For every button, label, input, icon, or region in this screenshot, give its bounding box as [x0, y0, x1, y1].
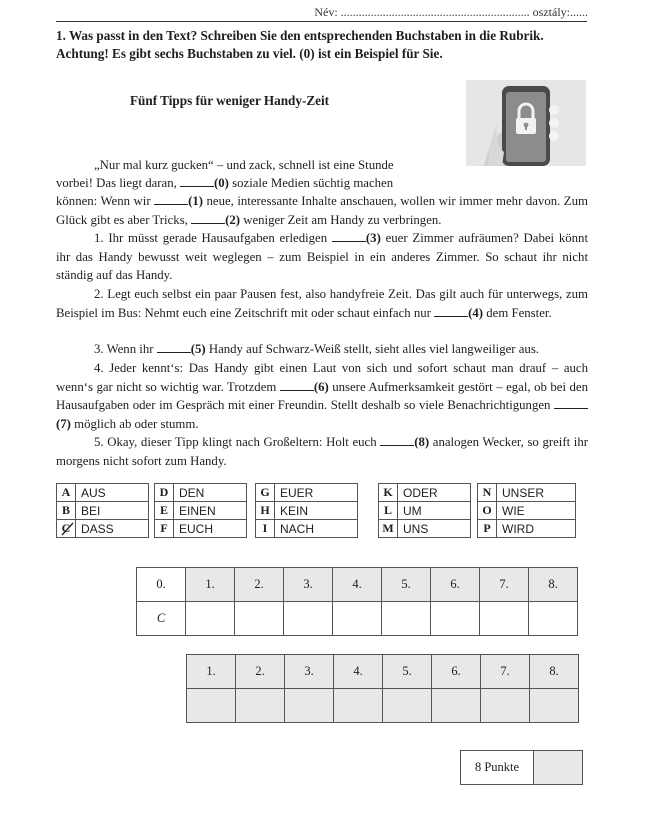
option-word: EINEN — [174, 502, 247, 520]
answer-header: 6. — [432, 655, 481, 689]
task-instructions: 1. Was passt in den Text? Schreiben Sie den entsprechenden Buchstaben in die Rubrik. Achtung! Es gibt sechs Buchstaben zu viel. (0) ist ein Beispiel für Sie. — [56, 28, 544, 61]
option-word: EUER — [275, 484, 358, 502]
answer-grid-shaded — [186, 654, 579, 723]
option-letter: F — [155, 520, 174, 538]
score-value[interactable] — [534, 751, 583, 785]
answer-cell[interactable] — [530, 689, 579, 723]
option-word: KEIN — [275, 502, 358, 520]
answer-header: 0. — [137, 568, 186, 602]
option-row — [379, 484, 471, 502]
answer-cell[interactable] — [236, 689, 285, 723]
name-label: Név: ............................................................... — [314, 5, 530, 19]
answer-header: 3. — [285, 655, 334, 689]
option-letter: N — [478, 484, 497, 502]
answer-header: 2. — [235, 568, 284, 602]
option-letter: O — [478, 502, 497, 520]
option-letter-crossed: C — [57, 520, 76, 538]
option-word: WIE — [497, 502, 576, 520]
option-word: UNS — [398, 520, 471, 538]
answer-header: 4. — [333, 568, 382, 602]
answer-grid-with-example — [136, 567, 578, 636]
option-word: WIRD — [497, 520, 576, 538]
paragraph-tip-3: 3. Wenn ihr (5) Handy auf Schwarz-Weiß stellt, sieht alles viel langweiliger aus. — [94, 342, 540, 356]
answer-header: 7. — [480, 568, 529, 602]
option-row — [57, 520, 149, 538]
paragraph-intro-2: vorbei! Das liegt daran, (0) soziale Medien süchtig machen — [56, 176, 394, 190]
option-row — [256, 484, 358, 502]
class-label: osztály:...... — [532, 5, 588, 19]
answer-header: 6. — [431, 568, 480, 602]
answer-header-row — [137, 568, 578, 602]
option-letter: P — [478, 520, 497, 538]
option-letter: I — [256, 520, 275, 538]
answer-cell[interactable] — [382, 602, 431, 636]
answer-value-row — [187, 689, 579, 723]
option-row — [256, 502, 358, 520]
answer-header: 8. — [529, 568, 578, 602]
phone-lock-icon — [466, 80, 586, 166]
paragraph-intro-3: können: Wenn wir (1) neue, interessante Inhalte anschauen, wollen wir immer mehr davon. Zum Glück gibt es aber Tricks, (2) weniger Zeit am Handy zu verbringen. — [56, 194, 588, 227]
score-label: 8 Punkte — [461, 751, 534, 785]
option-row — [155, 502, 247, 520]
option-letter: H — [256, 502, 275, 520]
options-table-1 — [56, 483, 149, 538]
gap-8 — [380, 434, 414, 446]
answer-cell[interactable] — [334, 689, 383, 723]
answer-cell[interactable] — [285, 689, 334, 723]
gap-6 — [280, 379, 314, 391]
gap-0 — [180, 175, 214, 187]
gap-3 — [332, 230, 366, 242]
answer-header: 5. — [382, 568, 431, 602]
option-word: AUS — [76, 484, 149, 502]
answer-header-row — [187, 655, 579, 689]
answer-header: 2. — [236, 655, 285, 689]
option-row — [379, 502, 471, 520]
paragraph-tip-2: 2. Legt euch selbst ein paar Pausen fest, also handyfreie Zeit. Das gilt auch für unterwegs, zum Beispiel im Bus: Nehmt euch eine Zeitschrift mit oder schaut einfach nur (4) dem Fenster. — [56, 287, 588, 320]
name-class-line — [270, 5, 588, 20]
option-word: DEN — [174, 484, 247, 502]
option-word: ODER — [398, 484, 471, 502]
option-word: BEI — [76, 502, 149, 520]
option-word: UM — [398, 502, 471, 520]
answer-cell[interactable] — [432, 689, 481, 723]
answer-header: 5. — [383, 655, 432, 689]
option-row — [478, 484, 576, 502]
answer-header: 1. — [187, 655, 236, 689]
gap-2 — [191, 212, 225, 224]
gap-4 — [434, 305, 468, 317]
answer-header: 1. — [186, 568, 235, 602]
paragraph-tip-1: 1. Ihr müsst gerade Hausaufgaben erledigen (3) euer Zimmer aufräumen? Dabei könnt ihr das Handy bewusst weit weglegen – zum Beispiel in ein anderes Zimmer. So schaut ihr nicht ständig auf das Handy. — [56, 231, 589, 282]
answer-header: 8. — [530, 655, 579, 689]
option-row — [478, 520, 576, 538]
option-letter: M — [379, 520, 398, 538]
answer-cell[interactable] — [284, 602, 333, 636]
paragraph-tip-4: 4. Jeder kennt‘s: Das Handy gibt einen Laut von sich und sofort schaut man drauf – auch wenn‘s gar nicht so wichtig war. Trotzdem (6) unsere Aufmerksamkeit gestört – egal, ob bei den Hausaufgaben oder im Gespräch mit einer Freundin. Stellt deshalb so viele Benachrichtigungen (7) möglich ab oder stumm. — [56, 361, 588, 431]
paragraph-tip-5: 5. Okay, dieser Tipp klingt nach Großeltern: Holt euch (8) analogen Wecker, so greift ihr morgens nicht sofort zum Handy. — [56, 435, 588, 468]
paragraph-intro-1: „Nur mal kurz gucken“ – und zack, schnell ist eine Stunde — [94, 158, 394, 172]
answer-header: 7. — [481, 655, 530, 689]
answer-cell[interactable] — [333, 602, 382, 636]
option-row — [155, 520, 247, 538]
gap-7 — [554, 397, 588, 409]
answer-example-cell: C — [137, 602, 186, 636]
answer-cell[interactable] — [480, 602, 529, 636]
options-table-2 — [154, 483, 247, 538]
answer-header: 4. — [334, 655, 383, 689]
options-table-5 — [477, 483, 576, 538]
option-letter: L — [379, 502, 398, 520]
answer-cell[interactable] — [187, 689, 236, 723]
option-letter: K — [379, 484, 398, 502]
option-letter: B — [57, 502, 76, 520]
option-letter: G — [256, 484, 275, 502]
option-row — [379, 520, 471, 538]
answer-value-row — [137, 602, 578, 636]
score-row — [461, 751, 583, 785]
option-row — [57, 502, 149, 520]
answer-cell[interactable] — [186, 602, 235, 636]
option-row — [478, 502, 576, 520]
option-word: UNSER — [497, 484, 576, 502]
option-row — [57, 484, 149, 502]
answer-cell[interactable] — [383, 689, 432, 723]
gap-1 — [154, 193, 188, 205]
header-rule — [56, 21, 587, 22]
strike-icon — [59, 521, 75, 537]
article-title: Fünf Tipps für weniger Handy-Zeit — [130, 93, 330, 108]
gap-5 — [157, 341, 191, 353]
answer-cell[interactable] — [431, 602, 480, 636]
option-word: NACH — [275, 520, 358, 538]
options-table-4 — [378, 483, 471, 538]
answer-header: 3. — [284, 568, 333, 602]
option-word: EUCH — [174, 520, 247, 538]
option-row — [155, 484, 247, 502]
options-table-3 — [255, 483, 358, 538]
option-row — [256, 520, 358, 538]
option-word: DASS — [76, 520, 149, 538]
answer-cell[interactable] — [235, 602, 284, 636]
option-letter: E — [155, 502, 174, 520]
answer-cell[interactable] — [529, 602, 578, 636]
option-letter: A — [57, 484, 76, 502]
option-letter: D — [155, 484, 174, 502]
answer-cell[interactable] — [481, 689, 530, 723]
score-box — [460, 750, 583, 785]
